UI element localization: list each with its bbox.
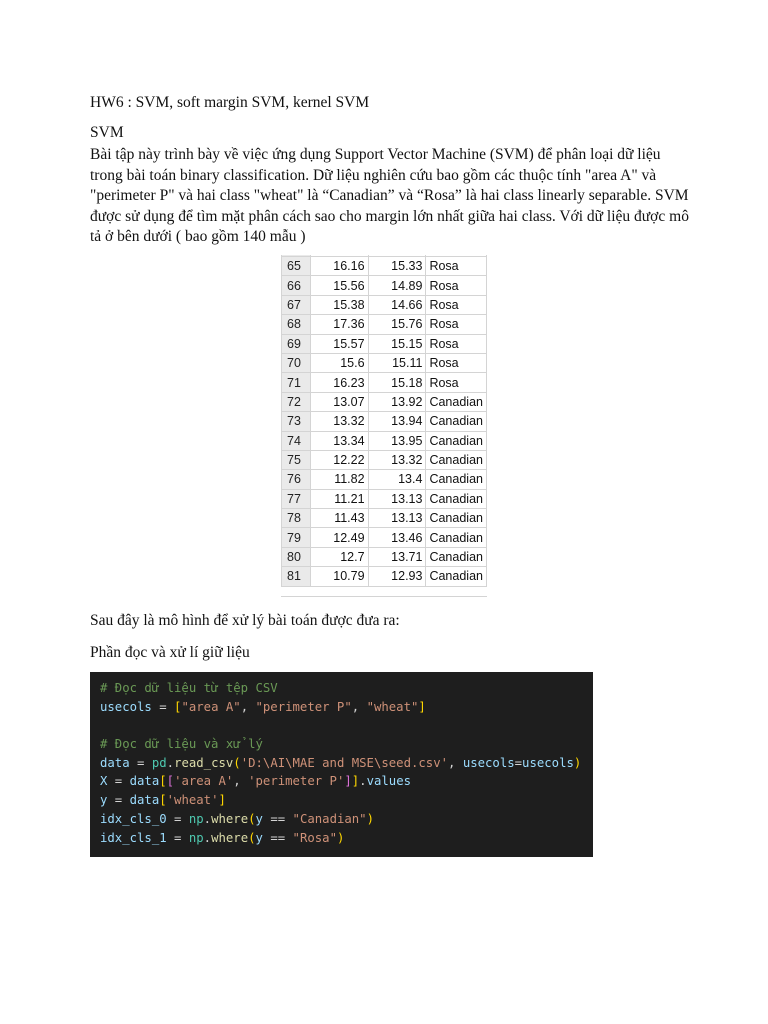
table-cell: 12.7 xyxy=(310,547,368,566)
table-row xyxy=(282,257,487,276)
code-comment: # Đọc dữ liệu và xử lý xyxy=(100,737,263,752)
table-cell: 79 xyxy=(282,528,311,547)
data-table-screenshot xyxy=(281,255,487,597)
table-cell: 73 xyxy=(282,412,311,431)
table-cell: 77 xyxy=(282,489,311,508)
code-line-1 xyxy=(100,679,593,698)
table-cell: 13.13 xyxy=(368,489,426,508)
table-cell: 15.15 xyxy=(368,334,426,353)
code-line-2: usecols = ["area A", "perimeter P", "wheat"] xyxy=(100,699,426,714)
table-cell: 13.4 xyxy=(368,470,426,489)
code-line-blank xyxy=(100,716,593,735)
table-row xyxy=(282,567,487,586)
table-cell: Canadian xyxy=(426,450,487,469)
table-cell: 15.38 xyxy=(310,295,368,314)
table-cell: Canadian xyxy=(426,509,487,528)
table-cell: 13.46 xyxy=(368,528,426,547)
table-cell: 16.23 xyxy=(310,373,368,392)
table-row xyxy=(282,334,487,353)
table-cell: 15.11 xyxy=(368,353,426,372)
table-cell: Canadian xyxy=(426,431,487,450)
table-cell: Rosa xyxy=(426,334,487,353)
table-cell: 67 xyxy=(282,295,311,314)
table-row xyxy=(282,470,487,489)
table-cell: Rosa xyxy=(426,373,487,392)
table-cell: Rosa xyxy=(426,353,487,372)
table-cell: 15.57 xyxy=(310,334,368,353)
table-cell: 11.82 xyxy=(310,470,368,489)
table-cell: 69 xyxy=(282,334,311,353)
table-row xyxy=(282,353,487,372)
table-cell: 13.13 xyxy=(368,509,426,528)
table-cell: 13.32 xyxy=(368,450,426,469)
table-cell: 78 xyxy=(282,509,311,528)
table-row xyxy=(282,412,487,431)
table-cell: 70 xyxy=(282,353,311,372)
table-row xyxy=(282,528,487,547)
table-cell: 11.21 xyxy=(310,489,368,508)
table-row xyxy=(282,431,487,450)
table-row xyxy=(282,295,487,314)
table-cell: 13.92 xyxy=(368,392,426,411)
table-cell: 13.95 xyxy=(368,431,426,450)
code-line-9: idx_cls_1 = np.where(y == "Rosa") xyxy=(100,830,345,845)
table-cell: Canadian xyxy=(426,547,487,566)
table-cell: 11.43 xyxy=(310,509,368,528)
section-heading-svm: SVM xyxy=(90,124,124,141)
table-row xyxy=(282,509,487,528)
table-cell: 17.36 xyxy=(310,315,368,334)
intro-paragraph: Bài tập này trình bày về việc ứng dụng Support Vector Machine (SVM) để phân loại dữ liệu trong bài toán binary classification. Dữ liệu nghiên cứu bao gồm các thuộc tính "area A" và "perimeter P" và hai class "wheat" là “Canadian” và “Rosa” là hai class linearly separable. SVM được sử dụng để tìm mặt phân cách sao cho margin lớn nhất giữa hai class. Với dữ liệu được mô tả ở bên dưới ( bao gồm 140 mẫu ) xyxy=(90,146,689,245)
table-cell: Canadian xyxy=(426,412,487,431)
table-cell: 81 xyxy=(282,567,311,586)
table-cell: Canadian xyxy=(426,489,487,508)
table-cell: 15.76 xyxy=(368,315,426,334)
table-cell: Rosa xyxy=(426,257,487,276)
table-cell: 12.49 xyxy=(310,528,368,547)
data-table xyxy=(281,255,487,587)
table-cell: Canadian xyxy=(426,567,487,586)
code-line-5: data = pd.read_csv('D:\AI\MAE and MSE\seed.csv', usecols=usecols) xyxy=(100,755,582,770)
table-cell: 15.18 xyxy=(368,373,426,392)
code-line-7: y = data['wheat'] xyxy=(100,793,226,808)
table-row xyxy=(282,450,487,469)
table-row xyxy=(282,315,487,334)
code-line-8: idx_cls_0 = np.where(y == "Canadian") xyxy=(100,811,374,826)
table-cell: 74 xyxy=(282,431,311,450)
table-row xyxy=(282,547,487,566)
table-cell: Canadian xyxy=(426,528,487,547)
table-cell: 13.94 xyxy=(368,412,426,431)
model-intro-text: Sau đây là mô hình để xử lý bài toán được đưa ra: xyxy=(90,612,400,629)
table-cell: 16.16 xyxy=(310,257,368,276)
table-cell: 12.93 xyxy=(368,567,426,586)
table-cell: 15.33 xyxy=(368,257,426,276)
table-cell: Rosa xyxy=(426,276,487,295)
table-row xyxy=(282,489,487,508)
table-cell: 66 xyxy=(282,276,311,295)
table-cell: 68 xyxy=(282,315,311,334)
table-cell: 13.07 xyxy=(310,392,368,411)
table-cell: 15.6 xyxy=(310,353,368,372)
section-heading-data-processing: Phần đọc và xử lí giữ liệu xyxy=(90,644,250,661)
table-cell: 15.56 xyxy=(310,276,368,295)
code-line-6: X = data[['area A', 'perimeter P']].values xyxy=(100,774,411,789)
table-cell: 72 xyxy=(282,392,311,411)
table-row xyxy=(282,373,487,392)
table-row xyxy=(282,392,487,411)
table-cell: 14.89 xyxy=(368,276,426,295)
table-cell: 80 xyxy=(282,547,311,566)
table-cell: Rosa xyxy=(426,315,487,334)
table-cell: 13.34 xyxy=(310,431,368,450)
document-title: HW6 : SVM, soft margin SVM, kernel SVM xyxy=(90,94,370,111)
code-line-4 xyxy=(100,735,593,754)
table-cell: 71 xyxy=(282,373,311,392)
table-cell: 75 xyxy=(282,450,311,469)
table-cell: Rosa xyxy=(426,295,487,314)
code-comment: # Đọc dữ liệu từ tệp CSV xyxy=(100,681,278,695)
table-cell: 10.79 xyxy=(310,567,368,586)
code-block xyxy=(90,672,593,857)
table-cell: 12.22 xyxy=(310,450,368,469)
table-cell: Canadian xyxy=(426,392,487,411)
table-cell: 14.66 xyxy=(368,295,426,314)
table-cell: 13.32 xyxy=(310,412,368,431)
table-cell: Canadian xyxy=(426,470,487,489)
table-cell: 76 xyxy=(282,470,311,489)
table-row xyxy=(282,276,487,295)
table-cell: 65 xyxy=(282,257,311,276)
table-cell: 13.71 xyxy=(368,547,426,566)
